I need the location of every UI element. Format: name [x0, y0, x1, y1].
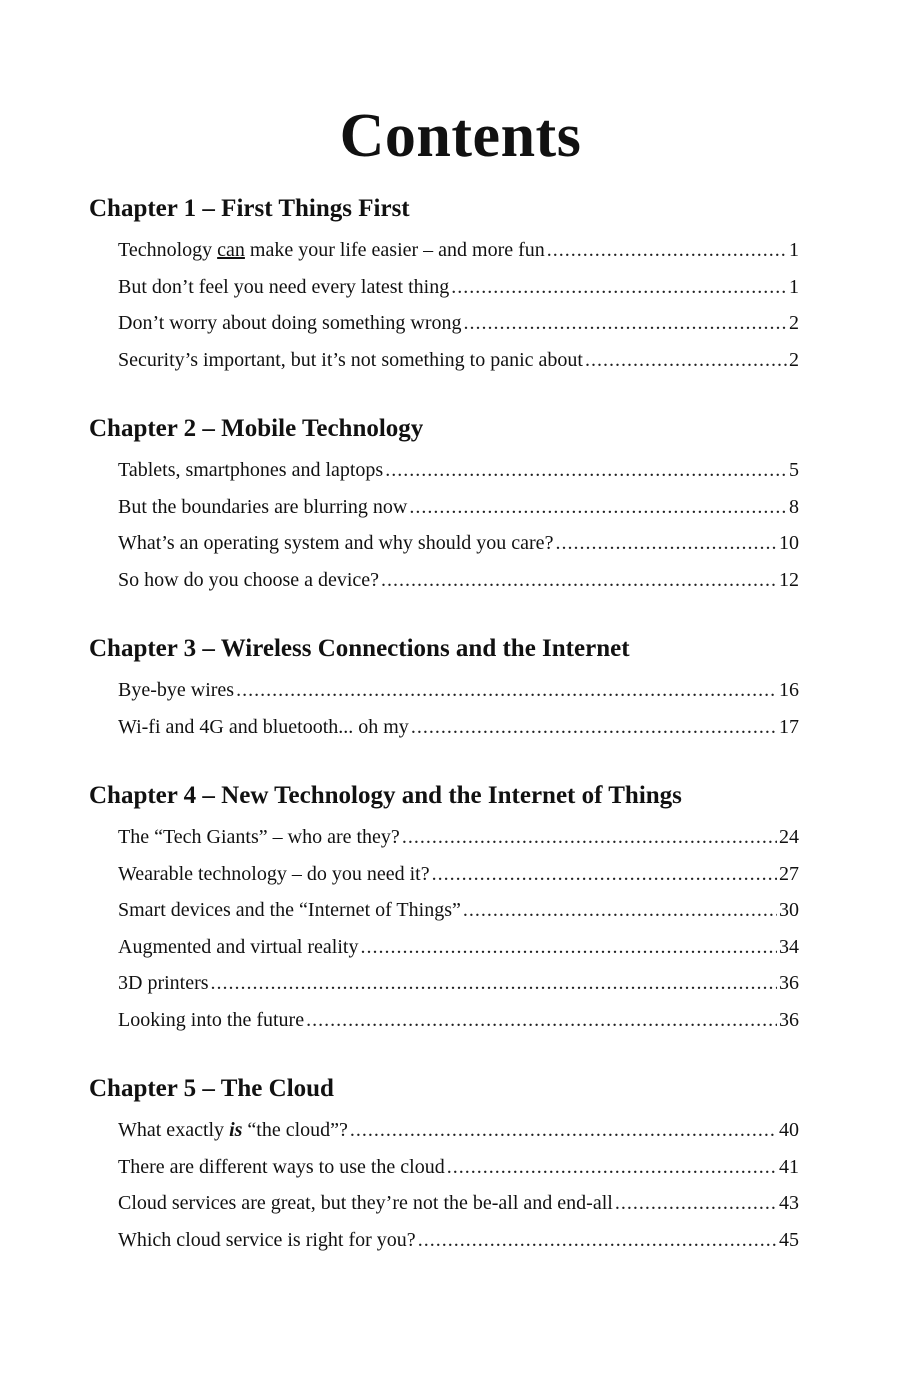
table-of-contents	[89, 186, 799, 1286]
page-number: 5	[789, 459, 799, 481]
page-number: 17	[779, 715, 799, 738]
entry-text: But the boundaries are blurring now	[118, 495, 408, 518]
dot-leader	[585, 342, 787, 379]
toc-entry[interactable]	[118, 232, 799, 269]
dot-leader	[451, 269, 787, 306]
entry-text: Bye-bye wires	[118, 679, 235, 701]
dot-leader	[464, 305, 788, 342]
entry-text: Security’s important, but it’s not something to panic about	[118, 348, 583, 371]
chapter-3	[89, 626, 799, 745]
page-number: 1	[789, 275, 799, 298]
page-number: 2	[789, 348, 799, 371]
entry-text: Smart devices and the “Internet of Things”	[118, 899, 461, 921]
toc-entry[interactable]	[118, 342, 799, 379]
dot-leader	[547, 232, 787, 269]
page-number: 41	[779, 1155, 799, 1178]
toc-entry[interactable]	[118, 819, 799, 856]
page-number: 40	[779, 1119, 799, 1141]
toc-entry[interactable]	[118, 1112, 799, 1149]
chapter-title[interactable]: Chapter 2 – Mobile Technology	[89, 415, 424, 442]
chapter-title[interactable]: Chapter 3 – Wireless Connections and the Internet	[89, 635, 630, 662]
dot-leader	[381, 562, 777, 599]
dot-leader	[236, 672, 777, 709]
entry-text: Don’t worry about doing something wrong	[118, 312, 462, 334]
page-number: 1	[789, 239, 799, 261]
chapter-title[interactable]: Chapter 1 – First Things First	[89, 195, 410, 222]
page-number: 30	[779, 899, 799, 921]
toc-entry[interactable]	[118, 305, 799, 342]
dot-leader	[432, 856, 777, 893]
toc-entry[interactable]	[118, 709, 799, 746]
toc-entry[interactable]	[118, 525, 799, 562]
chapter-1	[89, 186, 799, 378]
toc-entry[interactable]	[118, 562, 799, 599]
dot-leader	[402, 819, 777, 856]
toc-entry[interactable]	[118, 672, 799, 709]
entry-text: But don’t feel you need every latest thing	[118, 275, 450, 298]
toc-entry[interactable]	[118, 269, 799, 306]
entry-text: Which cloud service is right for you?	[118, 1228, 416, 1251]
page-number: 36	[779, 972, 799, 994]
dot-leader	[463, 892, 777, 929]
dot-leader	[411, 709, 777, 746]
entry-text: Tablets, smartphones and laptops	[118, 459, 384, 481]
entry-text: What exactly is “the cloud”?	[118, 1119, 348, 1141]
entry-text: Augmented and virtual reality	[118, 935, 359, 958]
page-number: 36	[779, 1008, 799, 1031]
dot-leader	[360, 929, 777, 966]
entry-text: 3D printers	[118, 972, 209, 994]
dot-leader	[418, 1222, 777, 1259]
dot-leader	[615, 1185, 777, 1222]
entry-text: Technology can make your life easier – and more fun	[118, 239, 545, 261]
dot-leader	[409, 489, 787, 526]
page-number: 2	[789, 312, 799, 334]
page-number: 45	[779, 1228, 799, 1251]
entry-text: So how do you choose a device?	[118, 568, 380, 591]
dot-leader	[447, 1149, 777, 1186]
chapter-title[interactable]: Chapter 5 – The Cloud	[89, 1075, 334, 1102]
page-number: 34	[779, 935, 799, 958]
page-number: 27	[779, 862, 799, 885]
chapter-2	[89, 406, 799, 598]
page-number: 43	[779, 1192, 799, 1214]
entry-text: The “Tech Giants” – who are they?	[118, 826, 400, 848]
entry-text: Wearable technology – do you need it?	[118, 862, 430, 885]
dot-leader	[306, 1002, 777, 1039]
toc-entry[interactable]	[118, 965, 799, 1002]
underlined-word: can	[217, 239, 245, 261]
toc-entry[interactable]	[118, 929, 799, 966]
chapter-title[interactable]: Chapter 4 – New Technology and the Internet of Things	[89, 782, 682, 809]
dot-leader	[350, 1112, 777, 1149]
emphasized-word: is	[229, 1119, 243, 1141]
toc-entry[interactable]	[118, 1222, 799, 1259]
toc-entry[interactable]	[118, 452, 799, 489]
entry-text: There are different ways to use the cloud	[118, 1155, 445, 1178]
dot-leader	[211, 965, 777, 1002]
page-title: Contents	[339, 102, 582, 170]
toc-entry[interactable]	[118, 1185, 799, 1222]
dot-leader	[385, 452, 787, 489]
chapter-4	[89, 773, 799, 1038]
page-number: 12	[779, 568, 799, 591]
toc-entry[interactable]	[118, 1149, 799, 1186]
entry-text: What’s an operating system and why should you care?	[118, 532, 554, 554]
page-number: 10	[779, 532, 799, 554]
entry-text: Looking into the future	[118, 1008, 305, 1031]
dot-leader	[555, 525, 777, 562]
chapter-5	[89, 1066, 799, 1258]
page-number: 16	[779, 679, 799, 701]
toc-entry[interactable]	[118, 1002, 799, 1039]
page-number: 8	[789, 495, 799, 518]
entry-text: Cloud services are great, but they’re not the be-all and end-all	[118, 1192, 613, 1214]
toc-entry[interactable]	[118, 892, 799, 929]
entry-text: Wi-fi and 4G and bluetooth... oh my	[118, 715, 409, 738]
toc-entry[interactable]	[118, 489, 799, 526]
toc-entry[interactable]	[118, 856, 799, 893]
page-number: 24	[779, 826, 799, 848]
